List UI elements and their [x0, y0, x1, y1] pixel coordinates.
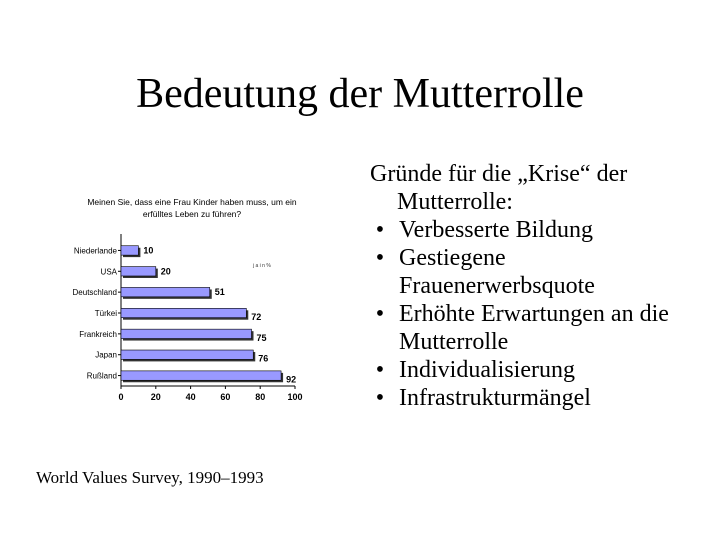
x-tick-label: 0: [118, 392, 124, 402]
bar-chart: [60, 190, 310, 410]
data-label: 75: [256, 332, 267, 343]
x-tick-label: 20: [150, 392, 161, 402]
chart-title: Meinen Sie, dass eine Frau Kinder haben muss, um ein erfülltes Leben zu führen?: [87, 197, 297, 219]
chart-svg: [60, 190, 310, 410]
bullet-icon: •: [375, 245, 385, 271]
data-label: 92: [286, 374, 297, 385]
x-tick-label: 60: [220, 392, 231, 402]
bullet-item: • Individualisierung: [370, 356, 700, 384]
data-label: 51: [214, 287, 225, 298]
category-label: Niederlande: [73, 246, 117, 256]
data-label: 76: [258, 353, 269, 364]
reasons-intro: Gründe für die „Krise“ der Mutterrolle:: [370, 161, 628, 215]
category-label: Frankreich: [79, 329, 117, 339]
data-label: 10: [143, 245, 154, 256]
reasons-list: [370, 160, 700, 412]
source-caption: World Values Survey, 1990–1993: [36, 468, 264, 487]
x-tick-label: 80: [255, 392, 266, 402]
bullet-item: • Erhöhte Erwartungen an die Mutterrolle: [370, 300, 700, 356]
bullet-item: • Infrastrukturmängel: [370, 384, 700, 412]
bullet-icon: •: [375, 217, 385, 243]
bar: [121, 287, 210, 296]
bullet-item: • Gestiegene Frauenerwerbsquote: [370, 244, 700, 300]
bar: [121, 246, 138, 255]
bullet-icon: •: [375, 301, 385, 327]
bar: [121, 308, 246, 317]
data-label: 72: [251, 312, 262, 322]
bar: [121, 267, 156, 276]
category-label: Japan: [95, 350, 117, 360]
x-tick-label: 40: [185, 392, 196, 402]
bar: [121, 371, 281, 380]
category-label: Rußland: [86, 371, 117, 381]
x-tick-label: 100: [287, 392, 303, 402]
bar: [121, 350, 253, 359]
unit-label: j a i n %: [253, 263, 271, 269]
data-label: 20: [160, 266, 171, 277]
bullet-icon: •: [375, 357, 385, 383]
category-label: USA: [100, 267, 117, 277]
category-label: Deutschland: [72, 288, 117, 298]
bullet-item: • Verbesserte Bildung: [370, 216, 700, 244]
category-label: Türkei: [94, 309, 117, 318]
slide-title: Bedeutung der Mutterrolle: [136, 71, 584, 117]
bullet-icon: •: [375, 385, 385, 411]
bar: [121, 329, 252, 338]
